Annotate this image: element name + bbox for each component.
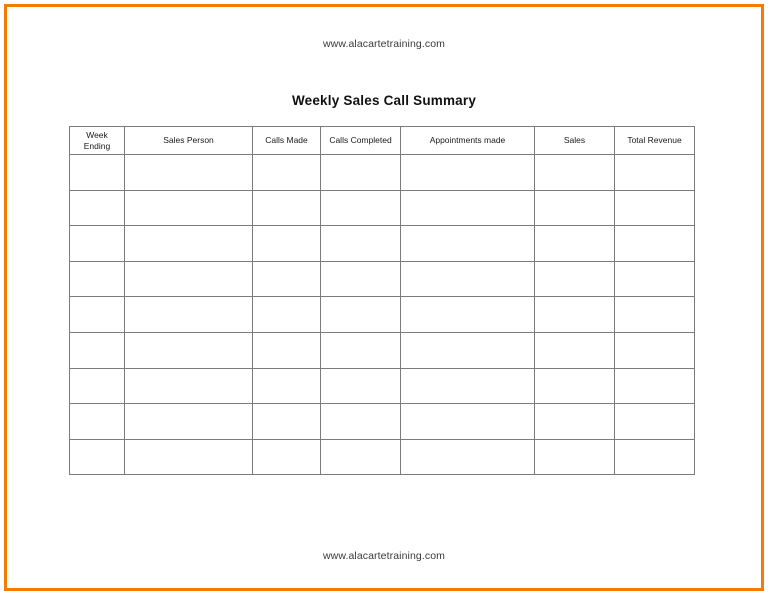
table-cell[interactable] bbox=[615, 439, 695, 475]
table-cell[interactable] bbox=[70, 368, 125, 404]
table-cell[interactable] bbox=[535, 404, 615, 440]
table-cell[interactable] bbox=[125, 261, 253, 297]
page-content bbox=[5, 5, 763, 590]
table-cell[interactable] bbox=[321, 439, 401, 475]
table-cell[interactable] bbox=[535, 190, 615, 226]
table-cell[interactable] bbox=[125, 332, 253, 368]
table-cell[interactable] bbox=[253, 439, 321, 475]
header-website-url: www.alacartetraining.com bbox=[322, 38, 446, 50]
table-cell[interactable] bbox=[125, 297, 253, 333]
table-row bbox=[70, 261, 695, 297]
table-cell[interactable] bbox=[615, 226, 695, 262]
table-row bbox=[70, 226, 695, 262]
table-cell[interactable] bbox=[125, 155, 253, 191]
column-header-calls-completed: Calls Completed bbox=[321, 127, 401, 155]
table-cell[interactable] bbox=[253, 368, 321, 404]
table-cell[interactable] bbox=[535, 297, 615, 333]
table-cell[interactable] bbox=[321, 368, 401, 404]
table-cell[interactable] bbox=[615, 368, 695, 404]
sales-call-table-container bbox=[69, 126, 694, 475]
table-cell[interactable] bbox=[253, 226, 321, 262]
table-cell[interactable] bbox=[401, 368, 535, 404]
table-cell[interactable] bbox=[321, 190, 401, 226]
table-cell[interactable] bbox=[535, 155, 615, 191]
table-row bbox=[70, 332, 695, 368]
table-cell[interactable] bbox=[401, 297, 535, 333]
table-cell[interactable] bbox=[253, 155, 321, 191]
table-cell[interactable] bbox=[321, 404, 401, 440]
table-cell[interactable] bbox=[253, 190, 321, 226]
column-header-sales: Sales bbox=[535, 127, 615, 155]
table-cell[interactable] bbox=[70, 155, 125, 191]
table-cell[interactable] bbox=[401, 404, 535, 440]
column-header-appointments-made: Appointments made bbox=[401, 127, 535, 155]
table-cell[interactable] bbox=[125, 190, 253, 226]
table-body bbox=[70, 155, 695, 475]
table-cell[interactable] bbox=[535, 368, 615, 404]
table-row bbox=[70, 297, 695, 333]
table-header bbox=[70, 127, 695, 155]
column-header-week-ending-line2: Ending bbox=[83, 140, 111, 151]
table-cell[interactable] bbox=[70, 404, 125, 440]
table-cell[interactable] bbox=[125, 439, 253, 475]
table-cell[interactable] bbox=[125, 226, 253, 262]
table-cell[interactable] bbox=[615, 332, 695, 368]
table-cell[interactable] bbox=[253, 261, 321, 297]
table-cell[interactable] bbox=[615, 261, 695, 297]
table-cell[interactable] bbox=[535, 439, 615, 475]
table-cell[interactable] bbox=[535, 261, 615, 297]
table-cell[interactable] bbox=[321, 332, 401, 368]
table-cell[interactable] bbox=[70, 261, 125, 297]
table-cell[interactable] bbox=[253, 404, 321, 440]
table-cell[interactable] bbox=[70, 332, 125, 368]
table-cell[interactable] bbox=[615, 155, 695, 191]
table-cell[interactable] bbox=[615, 404, 695, 440]
table-cell[interactable] bbox=[401, 261, 535, 297]
table-cell[interactable] bbox=[253, 332, 321, 368]
weekly-sales-call-table bbox=[69, 126, 695, 475]
table-row bbox=[70, 404, 695, 440]
table-cell[interactable] bbox=[535, 332, 615, 368]
table-cell[interactable] bbox=[253, 297, 321, 333]
column-header-sales-person: Sales Person bbox=[125, 127, 253, 155]
table-row bbox=[70, 155, 695, 191]
table-cell[interactable] bbox=[401, 190, 535, 226]
page-title: Weekly Sales Call Summary bbox=[291, 93, 477, 108]
table-cell[interactable] bbox=[321, 261, 401, 297]
column-header-total-revenue: Total Revenue bbox=[615, 127, 695, 155]
table-row bbox=[70, 190, 695, 226]
table-cell[interactable] bbox=[615, 190, 695, 226]
table-cell[interactable] bbox=[615, 297, 695, 333]
table-header-row bbox=[70, 127, 695, 155]
table-cell[interactable] bbox=[321, 226, 401, 262]
table-cell[interactable] bbox=[70, 190, 125, 226]
table-cell[interactable] bbox=[401, 226, 535, 262]
column-header-week-ending-line1: Week bbox=[86, 129, 108, 140]
table-cell[interactable] bbox=[125, 404, 253, 440]
table-cell[interactable] bbox=[401, 332, 535, 368]
table-cell[interactable] bbox=[321, 297, 401, 333]
table-row bbox=[70, 368, 695, 404]
table-cell[interactable] bbox=[401, 439, 535, 475]
table-cell[interactable] bbox=[321, 155, 401, 191]
table-cell[interactable] bbox=[535, 226, 615, 262]
table-cell[interactable] bbox=[125, 368, 253, 404]
column-header-week-ending bbox=[70, 127, 125, 155]
footer-website-url: www.alacartetraining.com bbox=[322, 550, 446, 562]
column-header-calls-made: Calls Made bbox=[253, 127, 321, 155]
table-cell[interactable] bbox=[70, 439, 125, 475]
table-row bbox=[70, 439, 695, 475]
table-cell[interactable] bbox=[70, 226, 125, 262]
table-cell[interactable] bbox=[70, 297, 125, 333]
table-cell[interactable] bbox=[401, 155, 535, 191]
